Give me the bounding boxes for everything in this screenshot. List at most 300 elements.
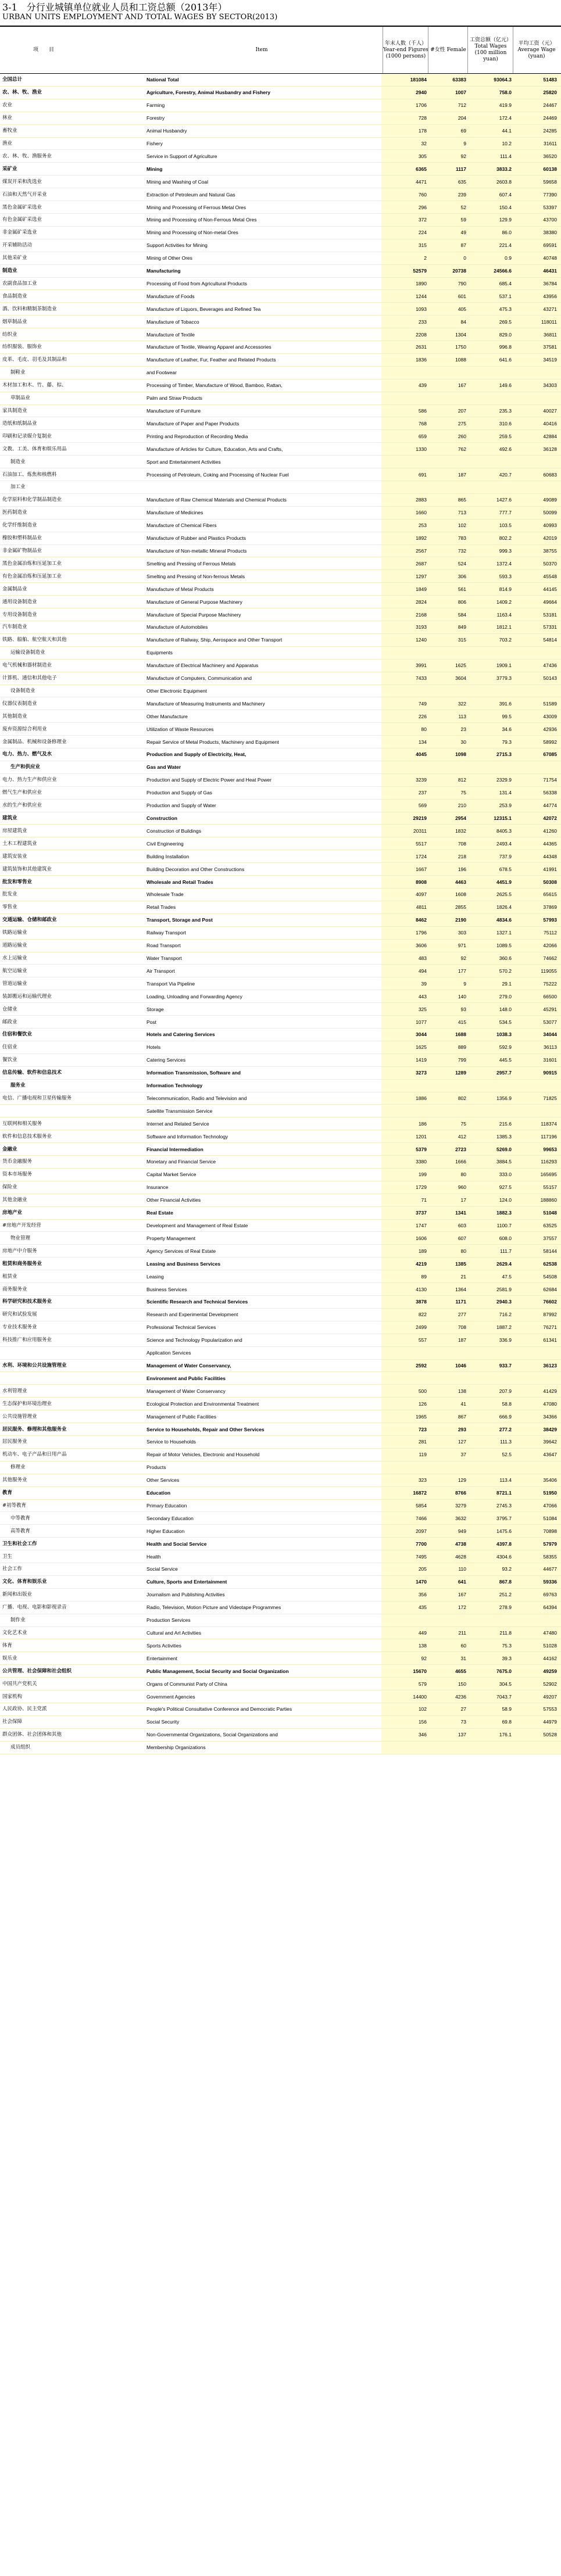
cell-average-wage: 39642 bbox=[543, 1439, 557, 1445]
cell-average-wage: 34519 bbox=[543, 357, 557, 363]
row-label-en: Manufacture of Foods bbox=[146, 293, 195, 299]
row-label-en: Government Agencies bbox=[146, 1693, 195, 1700]
row-label-en: Environment and Public Facilities bbox=[146, 1375, 226, 1381]
cell-total-wages: 2603.8 bbox=[496, 178, 512, 185]
cell-female: 37 bbox=[460, 1452, 466, 1458]
cell-yearend: 181084 bbox=[410, 77, 427, 83]
cell-total-wages bbox=[469, 647, 512, 659]
row-label-en: Agriculture, Forestry, Animal Husbandry and Fishery bbox=[146, 89, 271, 96]
cell-average-wage: 41260 bbox=[543, 827, 557, 834]
cell-female: 2954 bbox=[455, 815, 466, 822]
table-row bbox=[0, 990, 561, 1003]
row-label-cn: 新闻和出版业 bbox=[2, 1592, 33, 1598]
row-label-en: Manufacture of Textile bbox=[146, 331, 195, 338]
cell-yearend: 178 bbox=[418, 128, 427, 134]
cell-average-wage: 34303 bbox=[543, 382, 557, 389]
table-row bbox=[0, 265, 561, 278]
row-label-en: Information Transmission, Software and bbox=[146, 1070, 241, 1076]
row-label-en: Radio, Television, Motion Picture and Videotape Programmes bbox=[146, 1604, 281, 1611]
table-row bbox=[0, 1245, 561, 1257]
cell-yearend: 3991 bbox=[416, 662, 427, 669]
cell-yearend bbox=[384, 1105, 427, 1117]
cell-yearend: 199 bbox=[418, 1171, 427, 1178]
cell-total-wages: 58.8 bbox=[502, 1400, 512, 1407]
table-row bbox=[0, 1054, 561, 1067]
table-row bbox=[0, 278, 561, 291]
cell-total-wages bbox=[469, 761, 512, 773]
cell-average-wage: 57979 bbox=[543, 1540, 557, 1547]
cell-yearend bbox=[384, 392, 427, 404]
cell-yearend: 4811 bbox=[416, 904, 427, 911]
cell-yearend: 71 bbox=[421, 1197, 427, 1203]
table-row bbox=[0, 1436, 561, 1449]
table-row bbox=[0, 1041, 561, 1054]
cell-yearend: 1836 bbox=[416, 357, 427, 363]
cell-average-wage: 44145 bbox=[543, 586, 557, 592]
table-row bbox=[0, 1334, 561, 1347]
cell-yearend: 7495 bbox=[416, 1553, 427, 1560]
cell-average-wage: 44677 bbox=[543, 1566, 557, 1572]
cell-total-wages: 927.5 bbox=[499, 1184, 512, 1191]
row-label-cn: 专业技术服务业 bbox=[2, 1324, 37, 1331]
cell-female: 1098 bbox=[455, 751, 466, 758]
cell-average-wage: 57553 bbox=[543, 1706, 557, 1712]
row-label-en: Satellite Transmission Service bbox=[146, 1108, 213, 1114]
table-row bbox=[0, 1156, 561, 1169]
table-row bbox=[0, 672, 561, 685]
cell-female: 196 bbox=[458, 866, 466, 872]
cell-yearend: 1093 bbox=[416, 306, 427, 312]
cell-average-wage: 50370 bbox=[543, 560, 557, 567]
row-label-en: Printing and Reproduction of Recording Media bbox=[146, 433, 248, 439]
cell-total-wages: 1100.7 bbox=[496, 1223, 512, 1229]
row-label-en: Fishery bbox=[146, 140, 163, 146]
cell-average-wage: 49259 bbox=[543, 1668, 557, 1674]
cell-total-wages: 10.2 bbox=[502, 140, 512, 146]
table-row bbox=[0, 1487, 561, 1500]
row-label-en: Smelting and Pressing of Ferrous Metals bbox=[146, 560, 236, 567]
row-label-cn: 制作业 bbox=[10, 1617, 26, 1624]
cell-total-wages: 1826.4 bbox=[496, 904, 512, 911]
row-label-en: Animal Husbandry bbox=[146, 128, 187, 134]
row-label-cn: 水上运输业 bbox=[2, 955, 27, 961]
row-label-cn: 汽车制造业 bbox=[2, 624, 27, 630]
table-row bbox=[0, 468, 561, 481]
cell-average-wage: 59336 bbox=[543, 1579, 557, 1585]
cell-average-wage: 40416 bbox=[543, 420, 557, 427]
cell-yearend: 3737 bbox=[416, 1210, 427, 1216]
cell-female: 708 bbox=[458, 840, 466, 847]
cell-yearend: 296 bbox=[418, 204, 427, 210]
table-row bbox=[0, 1576, 561, 1589]
cell-total-wages: 4397.8 bbox=[496, 1540, 512, 1547]
row-label-cn: 公共管理、社会保障和社会组织 bbox=[2, 1668, 72, 1674]
cell-average-wage bbox=[514, 456, 557, 468]
cell-average-wage: 45548 bbox=[543, 573, 557, 579]
cell-yearend: 3380 bbox=[416, 1159, 427, 1165]
cell-total-wages: 1475.6 bbox=[496, 1528, 512, 1534]
row-label-en: Mining of Other Ores bbox=[146, 255, 192, 261]
row-label-cn: 家具制造业 bbox=[2, 408, 27, 414]
cell-average-wage: 64394 bbox=[543, 1604, 557, 1611]
cell-yearend: 439 bbox=[418, 382, 427, 389]
cell-female: 204 bbox=[458, 115, 466, 121]
cell-average-wage: 43647 bbox=[543, 1452, 557, 1458]
cell-total-wages: 4834.6 bbox=[496, 917, 512, 923]
cell-yearend: 138 bbox=[418, 1642, 427, 1649]
cell-average-wage: 50528 bbox=[543, 1732, 557, 1738]
table-row bbox=[0, 188, 561, 201]
row-label-en: Manufacture of Furniture bbox=[146, 408, 201, 414]
cell-average-wage bbox=[514, 1461, 557, 1474]
cell-total-wages: 2629.4 bbox=[496, 1260, 512, 1267]
cell-female: 137 bbox=[458, 1732, 466, 1738]
cell-average-wage: 58992 bbox=[543, 739, 557, 745]
row-label-en: Other Electronic Equipment bbox=[146, 687, 207, 694]
cell-yearend: 156 bbox=[418, 1719, 427, 1725]
cell-total-wages: 3884.5 bbox=[496, 1159, 512, 1165]
table-row bbox=[0, 812, 561, 825]
cell-female: 1832 bbox=[455, 827, 466, 834]
row-label-cn: 居民服务业 bbox=[2, 1439, 27, 1445]
cell-total-wages: 111.7 bbox=[499, 1248, 512, 1254]
row-label-cn: 邮政业 bbox=[2, 1019, 17, 1025]
row-label-en: Manufacture of Non-metallic Mineral Products bbox=[146, 547, 247, 554]
cell-average-wage: 188860 bbox=[540, 1197, 557, 1203]
row-label-cn: 广播、电视、电影和影视录音 bbox=[2, 1604, 67, 1611]
row-label-en: Repair of Motor Vehicles, Electronic and Household bbox=[146, 1452, 260, 1458]
table-row bbox=[0, 761, 561, 774]
cell-female: 3604 bbox=[455, 675, 466, 682]
row-label-en: Management of Water Conservancy bbox=[146, 1388, 226, 1394]
cell-yearend: 224 bbox=[418, 230, 427, 236]
cell-total-wages: 867.8 bbox=[499, 1579, 512, 1585]
row-label-cn: 采矿业 bbox=[2, 166, 17, 172]
row-label-en: Utilization of Waste Resources bbox=[146, 726, 214, 732]
cell-yearend: 325 bbox=[418, 1006, 427, 1012]
cell-yearend: 579 bbox=[418, 1681, 427, 1687]
cell-average-wage: 69591 bbox=[543, 242, 557, 249]
row-label-en: Palm and Straw Products bbox=[146, 395, 202, 402]
row-label-cn: 保险业 bbox=[2, 1184, 17, 1191]
cell-total-wages: 149.6 bbox=[499, 382, 512, 389]
cell-female: 1304 bbox=[455, 331, 466, 338]
cell-average-wage: 51084 bbox=[543, 1515, 557, 1521]
row-label-en: Insurance bbox=[146, 1184, 169, 1191]
row-label-cn: 皮革、毛皮、羽毛及其制品和 bbox=[2, 357, 67, 363]
row-label-cn: 电气机械和器材制造业 bbox=[2, 662, 52, 669]
cell-yearend: 1077 bbox=[416, 1019, 427, 1025]
cell-yearend: 1330 bbox=[416, 446, 427, 452]
cell-total-wages: 1385.3 bbox=[496, 1133, 512, 1140]
table-row bbox=[0, 850, 561, 863]
row-label-cn: 水利管理业 bbox=[2, 1388, 27, 1394]
cell-yearend: 435 bbox=[418, 1604, 427, 1611]
table-row bbox=[0, 1398, 561, 1410]
table-row bbox=[0, 1257, 561, 1270]
cell-total-wages: 131.4 bbox=[499, 790, 512, 796]
row-label-cn: 娱乐业 bbox=[2, 1655, 17, 1661]
cell-female: 2190 bbox=[455, 917, 466, 923]
cell-average-wage bbox=[514, 1742, 557, 1754]
cell-yearend: 8908 bbox=[416, 879, 427, 885]
cell-yearend: 189 bbox=[418, 1248, 427, 1254]
table-row bbox=[0, 1461, 561, 1474]
row-label-cn: 金属制品业 bbox=[2, 586, 27, 592]
table-row bbox=[0, 392, 561, 405]
cell-yearend: 723 bbox=[418, 1426, 427, 1432]
cell-total-wages: 475.3 bbox=[499, 306, 512, 312]
table-row bbox=[0, 150, 561, 163]
cell-total-wages: 4304.6 bbox=[496, 1553, 512, 1560]
cell-yearend: 2824 bbox=[416, 599, 427, 605]
cell-female: 92 bbox=[460, 153, 466, 159]
cell-average-wage: 43956 bbox=[543, 293, 557, 299]
cell-yearend: 2097 bbox=[416, 1528, 427, 1534]
row-label-en: Information Technology bbox=[146, 1083, 203, 1089]
row-label-en: Manufacture of Special Purpose Machinery bbox=[146, 611, 241, 618]
cell-total-wages bbox=[469, 481, 512, 493]
cell-average-wage: 54814 bbox=[543, 637, 557, 643]
row-label-cn: 运输设备制造业 bbox=[10, 650, 45, 656]
cell-average-wage: 34044 bbox=[543, 1031, 557, 1038]
cell-yearend: 233 bbox=[418, 318, 427, 325]
table-row bbox=[0, 252, 561, 265]
cell-yearend: 14400 bbox=[413, 1693, 427, 1700]
row-label-en: Wholesale and Retail Trades bbox=[146, 879, 213, 885]
cell-total-wages bbox=[469, 456, 512, 468]
cell-average-wage: 36784 bbox=[543, 280, 557, 286]
row-label-cn: 研究和试验发展 bbox=[2, 1312, 37, 1318]
cell-female: 92 bbox=[460, 955, 466, 961]
table-row bbox=[0, 1372, 561, 1385]
cell-female: 1088 bbox=[455, 357, 466, 363]
row-label-cn: 社会工作 bbox=[2, 1566, 23, 1572]
cell-total-wages: 259.5 bbox=[499, 433, 512, 439]
cell-female: 167 bbox=[458, 382, 466, 389]
table-row bbox=[0, 748, 561, 761]
cell-yearend: 8462 bbox=[416, 917, 427, 923]
row-label-en: Manufacture of Leather, Fur, Feather and Related Products bbox=[146, 357, 276, 363]
cell-total-wages: 492.6 bbox=[499, 446, 512, 452]
row-label-en: Road Transport bbox=[146, 943, 181, 949]
cell-total-wages: 29.1 bbox=[502, 980, 512, 987]
row-label-cn: 仓储业 bbox=[2, 1006, 17, 1012]
cell-female: 177 bbox=[458, 968, 466, 974]
row-label-cn: 水的生产和供应业 bbox=[2, 802, 42, 809]
cell-total-wages: 608.0 bbox=[499, 1235, 512, 1241]
cell-total-wages: 304.5 bbox=[499, 1681, 512, 1687]
row-label-cn bbox=[2, 1105, 138, 1117]
cell-average-wage bbox=[514, 392, 557, 404]
cell-female: 790 bbox=[458, 280, 466, 286]
cell-total-wages: 1163.4 bbox=[496, 611, 512, 618]
row-label-en: Mining and Processing of Ferrous Metal Ores bbox=[146, 204, 246, 210]
cell-yearend: 16872 bbox=[413, 1490, 427, 1496]
table-row bbox=[0, 1500, 561, 1513]
cell-average-wage: 37557 bbox=[543, 1235, 557, 1241]
cell-female: 1289 bbox=[455, 1070, 466, 1076]
cell-female: 187 bbox=[458, 471, 466, 478]
cell-female: 1666 bbox=[455, 1159, 466, 1165]
cell-average-wage: 87992 bbox=[543, 1312, 557, 1318]
cell-average-wage: 76602 bbox=[543, 1299, 557, 1305]
cell-average-wage: 116293 bbox=[541, 1159, 557, 1165]
cell-total-wages: 593.3 bbox=[499, 573, 512, 579]
cell-total-wages: 2493.4 bbox=[496, 840, 512, 847]
cell-yearend bbox=[384, 481, 427, 493]
row-label-en: Hotels bbox=[146, 1044, 161, 1051]
table-row bbox=[0, 583, 561, 596]
cell-yearend: 134 bbox=[418, 739, 427, 745]
row-label-en: Storage bbox=[146, 1006, 164, 1012]
cell-female: 187 bbox=[458, 1337, 466, 1343]
table-row bbox=[0, 800, 561, 812]
row-label-en: Primary Education bbox=[146, 1502, 187, 1509]
row-label-cn: 互联网和相关服务 bbox=[2, 1120, 42, 1127]
cell-yearend: 749 bbox=[418, 700, 427, 707]
cell-average-wage: 43009 bbox=[543, 713, 557, 719]
cell-total-wages: 2745.3 bbox=[496, 1502, 512, 1509]
cell-average-wage: 51028 bbox=[543, 1642, 557, 1649]
row-label-cn: 制鞋业 bbox=[10, 370, 26, 376]
row-label-cn: 社会保障 bbox=[2, 1719, 23, 1725]
row-label-en: Manufacture of Computers, Communication and bbox=[146, 675, 252, 682]
cell-female: 306 bbox=[458, 573, 466, 579]
row-label-en: Management of Water Conservancy, bbox=[146, 1362, 231, 1368]
row-label-en: Other Manufacture bbox=[146, 713, 188, 719]
cell-yearend bbox=[384, 1372, 427, 1384]
cell-total-wages: 641.6 bbox=[499, 357, 512, 363]
cell-total-wages: 1427.6 bbox=[496, 497, 512, 503]
cell-total-wages: 39.3 bbox=[502, 1655, 512, 1661]
cell-total-wages: 814.9 bbox=[499, 586, 512, 592]
cell-total-wages: 1882.3 bbox=[496, 1210, 512, 1216]
row-label-en: Transport, Storage and Post bbox=[146, 917, 213, 923]
cell-total-wages: 360.6 bbox=[499, 955, 512, 961]
row-label-en: Manufacturing bbox=[146, 268, 181, 274]
table-row bbox=[0, 608, 561, 621]
cell-average-wage: 47436 bbox=[543, 662, 557, 669]
cell-yearend: 1297 bbox=[416, 573, 427, 579]
row-label-cn: 有色金属矿采选业 bbox=[2, 217, 42, 223]
table-row bbox=[0, 888, 561, 901]
cell-yearend bbox=[384, 761, 427, 773]
row-label-en: Journalism and Publishing Activities bbox=[146, 1592, 225, 1598]
cell-yearend: 1892 bbox=[416, 535, 427, 542]
cell-total-wages bbox=[469, 392, 512, 404]
cell-yearend: 2567 bbox=[416, 547, 427, 554]
row-label-en: Processing of Food from Agricultural Products bbox=[146, 280, 247, 286]
table-row bbox=[0, 1105, 561, 1117]
cell-yearend: 7700 bbox=[416, 1540, 427, 1547]
table-row bbox=[0, 1690, 561, 1703]
row-label-en: Leasing and Business Services bbox=[146, 1260, 221, 1267]
row-label-en: Manufacture of Liquors, Beverages and Refined Tea bbox=[146, 306, 261, 312]
cell-average-wage: 119055 bbox=[541, 968, 557, 974]
table-row bbox=[0, 1716, 561, 1729]
table-row bbox=[0, 1016, 561, 1029]
table-row bbox=[0, 1283, 561, 1296]
row-label-en: Loading, Unloading and Forwarding Agency bbox=[146, 993, 242, 999]
row-label-cn: 印刷和记录媒介复制业 bbox=[2, 433, 52, 439]
row-label-en: Other Financial Activities bbox=[146, 1197, 201, 1203]
row-label-cn: 农、林、牧、渔业 bbox=[2, 89, 42, 96]
cell-yearend: 356 bbox=[418, 1592, 427, 1598]
cell-female: 52 bbox=[460, 204, 466, 210]
table-row bbox=[0, 1742, 561, 1754]
cell-average-wage: 36128 bbox=[543, 446, 557, 452]
cell-average-wage bbox=[514, 1105, 557, 1117]
row-label-cn: 有色金属冶炼和压延加工业 bbox=[2, 573, 62, 579]
cell-average-wage: 36123 bbox=[543, 1362, 557, 1368]
title-english: URBAN UNITS EMPLOYMENT AND TOTAL WAGES BY SECTOR(2013) bbox=[2, 13, 278, 22]
row-label-cn: 橡胶和塑料制品业 bbox=[2, 535, 42, 542]
cell-yearend: 728 bbox=[418, 115, 427, 121]
cell-yearend: 89 bbox=[421, 1273, 427, 1280]
table-row bbox=[0, 417, 561, 430]
table-row bbox=[0, 1639, 561, 1652]
cell-yearend: 1201 bbox=[416, 1133, 427, 1140]
cell-female: 1750 bbox=[455, 344, 466, 350]
cell-female: 322 bbox=[458, 700, 466, 707]
row-label-cn: 批发和零售业 bbox=[2, 879, 33, 885]
row-label-en: Manufacture of Automobiles bbox=[146, 624, 208, 630]
row-label-cn: 中等教育 bbox=[10, 1515, 31, 1521]
cell-average-wage: 69763 bbox=[543, 1592, 557, 1598]
cell-female: 1364 bbox=[455, 1286, 466, 1292]
cell-total-wages: 737.9 bbox=[499, 853, 512, 859]
row-label-en: Secondary Education bbox=[146, 1515, 194, 1521]
cell-female: 412 bbox=[458, 1133, 466, 1140]
cell-female: 138 bbox=[458, 1388, 466, 1394]
data-table bbox=[0, 26, 561, 1754]
table-row bbox=[0, 876, 561, 888]
cell-average-wage bbox=[514, 761, 557, 773]
row-label-cn: 黑色金属冶炼和压延加工业 bbox=[2, 560, 62, 567]
row-label-en: Manufacture of General Purpose Machinery bbox=[146, 599, 242, 605]
table-row bbox=[0, 685, 561, 698]
cell-female: 762 bbox=[458, 446, 466, 452]
cell-yearend: 2592 bbox=[416, 1362, 427, 1368]
cell-average-wage: 118011 bbox=[541, 318, 557, 325]
cell-yearend bbox=[384, 1614, 427, 1626]
row-label-cn: 住宿业 bbox=[2, 1044, 17, 1051]
cell-average-wage: 42019 bbox=[543, 535, 557, 542]
cell-total-wages: 207.9 bbox=[499, 1388, 512, 1394]
row-label-cn: 煤炭开采和洗选业 bbox=[2, 178, 42, 185]
cell-average-wage: 38380 bbox=[543, 230, 557, 236]
table-row bbox=[0, 697, 561, 710]
cell-average-wage: 62684 bbox=[543, 1286, 557, 1292]
row-label-cn: 批发业 bbox=[2, 891, 17, 898]
cell-yearend: 1849 bbox=[416, 586, 427, 592]
cell-total-wages: 253.9 bbox=[499, 802, 512, 809]
header-female: #女性 Female bbox=[428, 27, 468, 73]
cell-average-wage: 117196 bbox=[541, 1133, 557, 1140]
cell-total-wages: 2957.7 bbox=[496, 1070, 512, 1076]
cell-total-wages: 7043.7 bbox=[496, 1693, 512, 1700]
cell-yearend: 1625 bbox=[416, 1044, 427, 1051]
cell-average-wage: 35406 bbox=[543, 1477, 557, 1484]
cell-female: 713 bbox=[458, 510, 466, 516]
row-label-en: Gas and Water bbox=[146, 764, 181, 771]
cell-average-wage bbox=[514, 1372, 557, 1384]
row-label-en: Production Services bbox=[146, 1617, 191, 1624]
cell-total-wages: 211.8 bbox=[499, 1630, 512, 1636]
row-label-cn: 零售业 bbox=[2, 904, 17, 911]
cell-average-wage: 99653 bbox=[543, 1146, 557, 1152]
